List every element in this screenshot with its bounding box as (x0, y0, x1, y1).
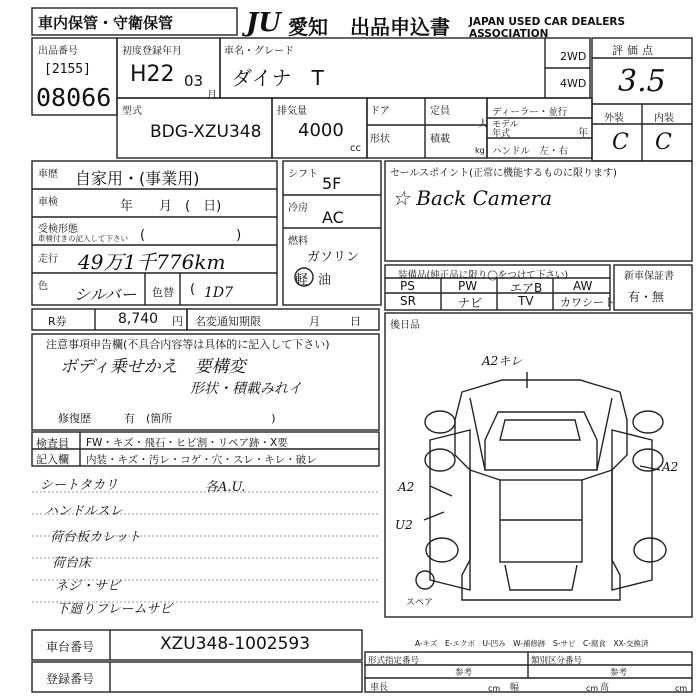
car-name-value: ダイナ T (232, 66, 324, 90)
inspector-row-2: 内装・キズ・汚レ・コゲ・穴・スレ・キレ・破レ (86, 454, 317, 466)
notes-label: 注意事項申告欄(不具合内容等は具体的に記入して下さい) (46, 338, 330, 351)
equipment-label: 装備品(純正品に限り◯をつけて下さい) (398, 270, 569, 281)
class-number-ref: 参考 (610, 668, 628, 678)
fuel-gasoline: ガソリン (307, 250, 360, 265)
history-value: 自家用・(事業用) (75, 169, 200, 188)
fuel-diesel: 軽油 (295, 273, 342, 288)
equip-navi: ナビ (458, 296, 483, 310)
model-label: 型式 (122, 106, 142, 117)
type-form-note: 車検付きの記入して下さい (38, 234, 128, 243)
lot-label: 出品番号 (38, 46, 78, 57)
registration-number-label: 登録番号 (46, 672, 95, 686)
fuel-label: 燃料 (288, 236, 308, 247)
diagram-mark-left-u2: U2 (395, 518, 413, 532)
height-label: 高 (600, 683, 610, 693)
lot-number: 08066 (36, 83, 112, 112)
inspection-label: 車検 (38, 197, 58, 208)
form-title: 出品申込書 (350, 15, 450, 39)
shift-value: 5F (322, 174, 342, 193)
capacity-unit: 人 (478, 119, 488, 130)
chassis-value: XZU348-1002593 (160, 634, 311, 654)
org-name: 愛知 (288, 15, 328, 39)
dealer-label: ディーラー・並行 (492, 107, 568, 118)
registration-month: 03 (184, 72, 204, 90)
warranty-value: 有・無 (628, 290, 665, 304)
notes-line2: 形状・積載みれイ (190, 381, 302, 397)
color-value: シルバー (74, 285, 137, 304)
color-change-label: 色替 (152, 286, 174, 299)
registration-era: H22 (130, 62, 175, 87)
storage-label: 車内保管・守衛保管 (38, 14, 174, 32)
load-unit: kg (475, 146, 485, 155)
sales-point-value: ☆ Back Camera (392, 186, 553, 210)
inspector-note-1: シートタカリ (40, 478, 119, 493)
equip-tv: TV (518, 294, 534, 308)
load-label: 積載 (430, 134, 450, 145)
recycle-label: R券 (48, 315, 67, 328)
recycle-value: 8,740 (118, 311, 159, 327)
recycle-unit: 円 (172, 315, 183, 328)
registration-label: 初度登録年月 (122, 46, 182, 57)
type-number-ref: 参考 (455, 668, 473, 678)
mileage-value: 49万1千776km (78, 250, 226, 274)
door-label: ドア (370, 106, 390, 117)
capacity-label: 定員 (430, 106, 450, 117)
model-year-unit: 年 (578, 128, 588, 139)
rating-score: 3.5 (618, 64, 666, 99)
inspector-note-4: 荷台床 (52, 556, 92, 571)
diagram-legend: A-キズ E-エクボ U-凹み W-補修跡 S-サビ C-腐食 XX-交換済 (415, 639, 649, 648)
inspector-note-3: 荷台板カレット (50, 530, 141, 545)
ac-value: AC (322, 208, 344, 227)
equip-ps: PS (400, 279, 415, 293)
displacement-label: 排気量 (277, 106, 307, 117)
color-code: 1D7 (204, 285, 234, 301)
mileage-label: 走行 (38, 254, 58, 265)
notice-day: 日 (350, 315, 361, 328)
ju-logo: JU (246, 8, 281, 38)
rating-ext-label: 外装 (604, 113, 624, 124)
repair-history: 修復歴 有 (箇所 ) (58, 412, 276, 425)
inspector-label-1: 検査員 (36, 437, 69, 450)
inspector-row-1: FW・キズ・飛石・ヒビ割・リペア跡・X要 (86, 437, 288, 449)
notice-month: 月 (309, 315, 320, 328)
length-unit: cm (488, 684, 501, 693)
color-label: 色 (38, 281, 48, 292)
width-label: 幅 (510, 683, 520, 693)
equip-aw: AW (573, 279, 593, 293)
rating-label: 評価点 (612, 44, 657, 57)
sales-point-label: セールスポイント(正常に機能するものに限ります) (390, 168, 617, 179)
handle-label: ハンドル 左・右 (492, 146, 569, 157)
inspector-label-2: 記入欄 (36, 453, 69, 466)
displacement-unit: cc (350, 143, 361, 154)
equip-pw: PW (458, 279, 478, 293)
each-note: 各A.U. (205, 480, 246, 495)
height-unit: cm (675, 684, 688, 693)
diagram-mark-top: A2キレ (482, 354, 523, 368)
history-label: 車歴 (38, 169, 58, 180)
equip-sr: SR (400, 294, 416, 308)
notes-line1: ボディ乗せかえ 要構変 (60, 357, 246, 377)
color-change-paren: ( (190, 282, 196, 297)
association-name: JAPAN USED CAR DEALERS ASSOCIATION (469, 16, 626, 40)
warranty-label: 新車保証書 (624, 271, 674, 282)
equip-airbag: エアB (510, 281, 543, 295)
notice-label: 名変通知期限 (195, 315, 261, 328)
type-number-label: 形式指定番号 (368, 656, 420, 666)
drive-2wd: 2WD (560, 50, 587, 63)
inspector-note-6: 下廻りフレームサビ (56, 602, 173, 617)
model-value: BDG-XZU348 (150, 122, 262, 142)
rating-ext-value: C (612, 130, 629, 155)
car-name-label: 車名・グレード (224, 46, 294, 57)
diagram-mark-left-a2: A2 (398, 480, 415, 494)
inspection-value: 年 月 ( 日) (120, 199, 222, 214)
chassis-label: 車台番号 (46, 640, 95, 654)
aftermarket-label: 後日品 (390, 320, 420, 331)
ac-label: 冷房 (288, 203, 308, 214)
displacement-value: 4000 (298, 120, 344, 141)
rating-int-value: C (655, 130, 672, 155)
lot-code: [2155] (44, 62, 91, 77)
drive-4wd: 4WD (560, 77, 587, 90)
length-label: 車長 (370, 683, 389, 693)
inspector-note-2: ハンドルスレ (45, 504, 123, 519)
registration-month-unit: 月 (207, 90, 217, 101)
equip-leather: カワシート (560, 296, 615, 309)
width-unit: cm (586, 684, 599, 693)
type-form-paren: ( ) (140, 228, 242, 243)
rating-int-label: 内装 (654, 113, 674, 124)
shape-label: 形状 (370, 134, 390, 145)
spare-label: スペア (406, 598, 434, 608)
class-number-label: 類別区分番号 (531, 656, 583, 666)
diagram-mark-right-a2: A2 (662, 460, 679, 474)
type-form-label: 受検形態 (38, 224, 78, 235)
model-year-label: モデル年式 (492, 120, 519, 139)
inspector-note-5: ネジ・サビ (55, 579, 121, 594)
shift-label: シフト (288, 169, 318, 180)
